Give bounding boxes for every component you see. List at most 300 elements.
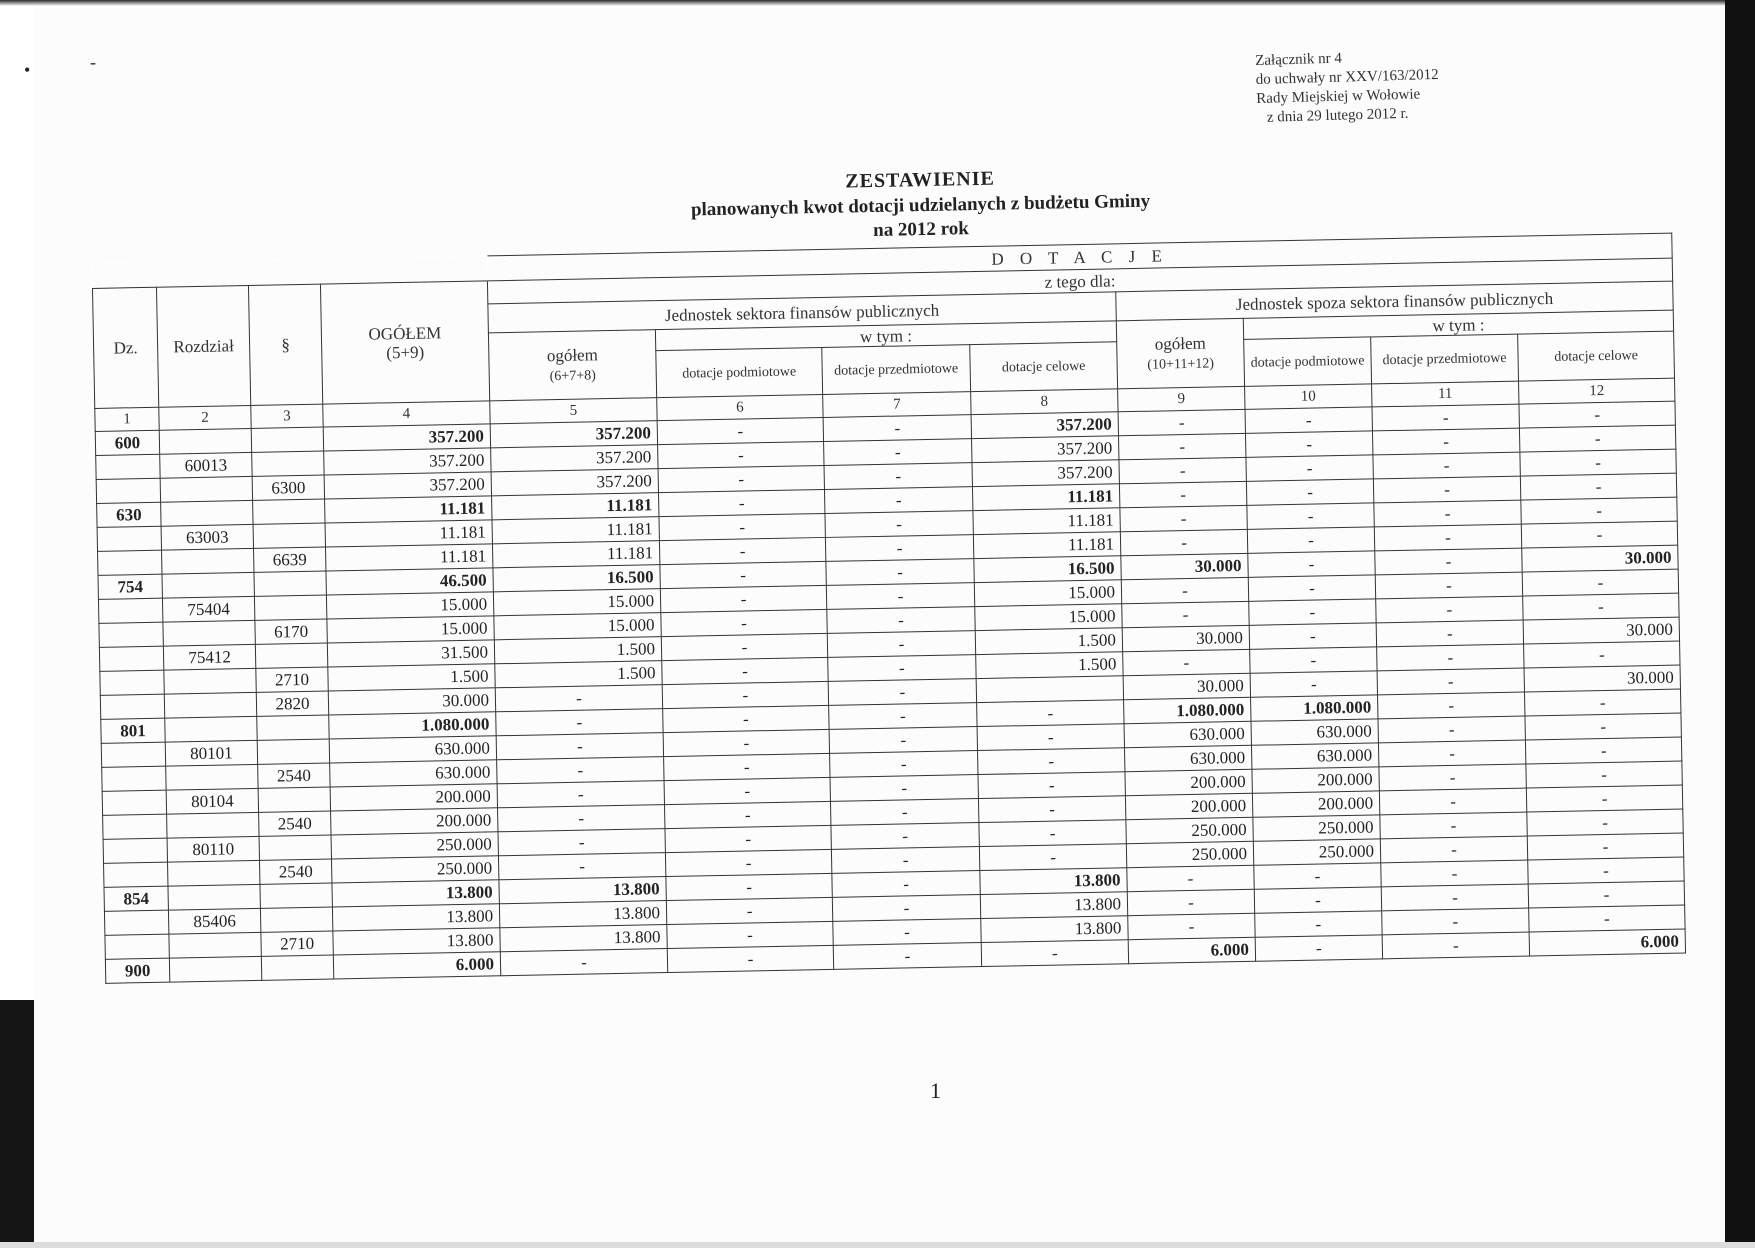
- cell-value: -: [1524, 641, 1681, 668]
- cell-value: 15.000: [975, 604, 1122, 631]
- annex-line: Załącznik nr 4: [1255, 50, 1343, 69]
- cell-value: -: [1119, 481, 1246, 507]
- cell-value: -: [1376, 620, 1523, 647]
- column-number: 2: [159, 405, 251, 430]
- cell-value: -: [662, 681, 828, 708]
- header-ogolem-label: OGÓŁEM: [368, 322, 442, 344]
- cell-value: -: [1246, 479, 1373, 505]
- header-dotacje: D O T A C J E: [487, 233, 1672, 281]
- cell-rozdzial: [164, 668, 256, 694]
- cell-value: -: [496, 709, 663, 736]
- cell-value: 15.000: [493, 589, 660, 616]
- cell-value: -: [665, 825, 831, 852]
- cell-value: -: [1247, 503, 1374, 529]
- header-z-tego: z tego dla:: [487, 258, 1672, 304]
- cell-value: 13.800: [499, 901, 666, 928]
- cell-value: 630.000: [330, 760, 497, 787]
- cell-value: -: [827, 607, 975, 634]
- cell-value: -: [661, 633, 827, 660]
- column-number: 7: [823, 392, 971, 418]
- scan-edge-left: [0, 1000, 34, 1248]
- cell-value: -: [665, 849, 831, 876]
- cell-value: 250.000: [331, 856, 498, 883]
- cell-value: -: [1519, 425, 1676, 452]
- cell-rozdzial: 60013: [160, 452, 252, 478]
- cell-dz: [99, 646, 163, 671]
- cell-value: -: [498, 829, 665, 856]
- header-ogolem-b-label: ogółem: [1154, 333, 1206, 354]
- cell-value: 30.000: [1524, 665, 1681, 692]
- cell-dz: [100, 694, 164, 719]
- cell-value: -: [1380, 812, 1527, 839]
- cell-dz: 900: [105, 958, 169, 983]
- cell-paragraf: 6300: [252, 475, 324, 500]
- cell-rozdzial: [165, 716, 257, 742]
- cell-value: -: [1372, 428, 1519, 455]
- header-ogolem-a-label: ogółem: [546, 344, 599, 365]
- cell-value: -: [978, 796, 1125, 823]
- cell-value: -: [1245, 431, 1372, 457]
- cell-value: -: [1373, 452, 1520, 479]
- cell-value: -: [1527, 809, 1684, 836]
- cell-rozdzial: 75412: [163, 644, 255, 670]
- cell-value: -: [977, 700, 1124, 727]
- cell-value: -: [1527, 833, 1684, 860]
- document-body: [90, 155, 1685, 984]
- cell-value: 1.080.000: [1124, 697, 1251, 723]
- cell-value: 357.200: [972, 460, 1119, 487]
- header-celowe-b: dotacje celowe: [1518, 331, 1675, 381]
- cell-value: -: [1120, 505, 1247, 531]
- cell-value: 357.200: [491, 445, 658, 472]
- cell-paragraf: [257, 739, 329, 764]
- cell-value: -: [1376, 596, 1523, 623]
- cell-dz: [102, 766, 166, 791]
- cell-value: 11.181: [325, 544, 492, 571]
- page-number: 1: [930, 1078, 941, 1103]
- cell-value: -: [979, 820, 1126, 847]
- cell-paragraf: [261, 955, 333, 980]
- cell-value: -: [1520, 449, 1677, 476]
- cell-value: 15.000: [974, 580, 1121, 607]
- cell-paragraf: [260, 883, 332, 908]
- cell-value: -: [825, 511, 973, 538]
- header-ogolem-a-formula: (6+7+8): [549, 367, 596, 384]
- cell-value: 11.181: [972, 484, 1119, 511]
- cell-value: 13.800: [980, 868, 1127, 895]
- cell-value: -: [1250, 647, 1377, 673]
- cell-value: 200.000: [330, 784, 497, 811]
- cell-value: -: [831, 847, 979, 874]
- cell-value: 1.500: [494, 637, 661, 664]
- cell-value: -: [658, 441, 824, 468]
- cell-value: -: [1120, 529, 1247, 555]
- header-ogolem-b-formula: (10+11+12): [1147, 355, 1215, 373]
- cell-paragraf: [255, 643, 327, 668]
- cell-dz: [103, 814, 167, 839]
- column-number: 11: [1372, 381, 1519, 407]
- scan-edge-right: [1725, 0, 1755, 1248]
- cell-value: -: [1378, 740, 1525, 767]
- cell-value: -: [832, 871, 980, 898]
- scan-speck: •: [24, 60, 31, 80]
- cell-value: -: [1379, 788, 1526, 815]
- cell-value: 11.181: [325, 520, 492, 547]
- cell-value: -: [1373, 476, 1520, 503]
- cell-dz: 754: [98, 574, 162, 599]
- cell-value: 11.181: [973, 508, 1120, 535]
- cell-value: 357.200: [491, 469, 658, 496]
- cell-value: -: [828, 655, 976, 682]
- cell-value: -: [830, 799, 978, 826]
- cell-value: -: [660, 561, 826, 588]
- cell-rozdzial: [169, 932, 261, 958]
- cell-value: -: [823, 415, 971, 442]
- column-number: 12: [1519, 378, 1675, 404]
- cell-paragraf: [258, 787, 330, 812]
- cell-value: 630.000: [1124, 721, 1251, 747]
- cell-value: 13.800: [980, 892, 1127, 919]
- cell-dz: [96, 478, 160, 503]
- cell-value: 1.500: [328, 664, 495, 691]
- cell-paragraf: 6170: [255, 619, 327, 644]
- cell-value: -: [1522, 569, 1679, 596]
- header-jspoza: Jednostek spoza sektora finansów publicznych: [1116, 281, 1674, 321]
- cell-paragraf: 2820: [256, 691, 328, 716]
- cell-value: -: [824, 463, 972, 490]
- cell-value: -: [496, 733, 663, 760]
- cell-value: 630.000: [1251, 719, 1378, 745]
- cell-rozdzial: [164, 692, 256, 718]
- cell-value: 30.000: [1523, 617, 1680, 644]
- cell-value: 1.080.000: [329, 712, 496, 739]
- cell-dz: 630: [97, 502, 161, 527]
- cell-dz: [100, 670, 164, 695]
- cell-rozdzial: [166, 764, 258, 790]
- cell-value: -: [662, 657, 828, 684]
- cell-value: -: [498, 805, 665, 832]
- document-title: ZESTAWIENIE: [845, 167, 996, 193]
- cell-value: 30.000: [1522, 545, 1679, 572]
- cell-value: -: [495, 685, 662, 712]
- cell-value: 46.500: [326, 568, 493, 595]
- cell-value: 250.000: [1253, 815, 1380, 841]
- cell-value: -: [1374, 524, 1521, 551]
- cell-value: -: [833, 943, 981, 970]
- cell-value: -: [1247, 527, 1374, 553]
- cell-value: 11.181: [973, 532, 1120, 559]
- cell-value: -: [1519, 401, 1676, 428]
- cell-dz: [105, 934, 169, 959]
- cell-value: -: [664, 753, 830, 780]
- cell-value: -: [1524, 689, 1681, 716]
- cell-value: 13.800: [333, 928, 500, 955]
- cell-value: 15.000: [327, 616, 494, 643]
- header-paragraf: §: [248, 284, 322, 405]
- cell-value: -: [1248, 551, 1375, 577]
- cell-value: 200.000: [1125, 769, 1252, 795]
- cell-value: -: [663, 705, 829, 732]
- header-ogolem-formula: (5+9): [386, 342, 425, 362]
- cell-value: -: [1118, 409, 1245, 435]
- cell-value: 13.800: [500, 925, 667, 952]
- cell-value: 250.000: [1253, 839, 1380, 865]
- annex-note: [1255, 47, 1440, 128]
- cell-value: 630.000: [329, 736, 496, 763]
- cell-rozdzial: [162, 548, 254, 574]
- cell-rozdzial: [167, 812, 259, 838]
- cell-value: -: [1380, 836, 1527, 863]
- cell-value: -: [666, 873, 832, 900]
- cell-dz: 854: [104, 886, 168, 911]
- cell-value: 6.000: [1529, 929, 1686, 956]
- cell-value: -: [666, 897, 832, 924]
- cell-value: -: [828, 679, 976, 706]
- header-celowe-a: dotacje celowe: [970, 342, 1118, 392]
- cell-value: -: [500, 949, 667, 976]
- cell-value: -: [667, 945, 833, 972]
- cell-rozdzial: 85406: [168, 908, 260, 934]
- cell-value: -: [1254, 887, 1381, 913]
- header-ogolem-a: [488, 330, 656, 401]
- header-przedmiotowe-a: dotacje przedmiotowe: [822, 345, 971, 395]
- cell-value: -: [1377, 668, 1524, 695]
- cell-value: -: [1382, 932, 1529, 959]
- cell-value: 15.000: [326, 592, 493, 619]
- cell-value: 15.000: [494, 613, 661, 640]
- cell-value: -: [497, 757, 664, 784]
- cell-value: 11.181: [325, 496, 492, 523]
- cell-value: 1.500: [975, 628, 1122, 655]
- header-ogolem: [320, 281, 489, 404]
- cell-value: -: [1378, 716, 1525, 743]
- cell-value: -: [826, 583, 974, 610]
- cell-rozdzial: [168, 860, 260, 886]
- cell-value: -: [1526, 761, 1683, 788]
- cell-rozdzial: 80110: [167, 836, 259, 862]
- cell-value: -: [1372, 404, 1519, 431]
- cell-value: -: [829, 703, 977, 730]
- cell-value: -: [979, 844, 1126, 871]
- cell-value: -: [1123, 649, 1250, 675]
- cell-paragraf: [251, 427, 323, 452]
- cell-value: -: [1255, 935, 1382, 961]
- annex-line: z dnia 29 lutego 2012 r.: [1266, 105, 1409, 126]
- cell-value: -: [1121, 577, 1248, 603]
- column-number: 9: [1118, 386, 1245, 411]
- cell-value: -: [660, 585, 826, 612]
- cell-paragraf: [259, 835, 331, 860]
- cell-value: 200.000: [1252, 791, 1379, 817]
- cell-value: -: [1375, 548, 1522, 575]
- cell-value: -: [825, 535, 973, 562]
- cell-dz: [99, 622, 163, 647]
- cell-dz: [97, 526, 161, 551]
- header-jsfp: Jednostek sektora finansów publicznych: [488, 292, 1116, 333]
- cell-value: 200.000: [1252, 767, 1379, 793]
- cell-value: -: [1523, 593, 1680, 620]
- cell-value: -: [978, 748, 1125, 775]
- cell-value: -: [827, 631, 975, 658]
- cell-value: 13.800: [499, 877, 666, 904]
- cell-value: -: [832, 895, 980, 922]
- cell-rozdzial: [169, 956, 261, 982]
- cell-value: 357.200: [490, 421, 657, 448]
- column-number: 4: [323, 401, 490, 427]
- cell-value: -: [1379, 764, 1526, 791]
- cell-value: -: [1245, 407, 1372, 433]
- cell-value: -: [659, 489, 825, 516]
- cell-value: 31.500: [327, 640, 494, 667]
- cell-paragraf: 2710: [261, 931, 333, 956]
- column-number: 8: [971, 389, 1118, 415]
- cell-rozdzial: [161, 500, 253, 526]
- header-w-tym-b: w tym :: [1243, 310, 1673, 339]
- cell-value: 30.000: [1122, 625, 1249, 651]
- cell-rozdzial: [163, 620, 255, 646]
- cell-value: -: [1520, 473, 1677, 500]
- scan-speck: -: [90, 52, 96, 72]
- cell-value: -: [1374, 500, 1521, 527]
- cell-value: -: [659, 513, 825, 540]
- cell-value: -: [1382, 908, 1529, 935]
- header-przedmiotowe-b: dotacje przedmiotowe: [1371, 334, 1519, 384]
- cell-value: -: [1248, 575, 1375, 601]
- cell-value: -: [1521, 497, 1678, 524]
- cell-paragraf: [252, 451, 324, 476]
- cell-value: 1.080.000: [1251, 695, 1378, 721]
- cell-value: -: [829, 727, 977, 754]
- cell-dz: [98, 550, 162, 575]
- cell-value: -: [831, 823, 979, 850]
- cell-dz: [102, 790, 166, 815]
- cell-value: -: [658, 465, 824, 492]
- cell-value: -: [1529, 905, 1686, 932]
- cell-value: 200.000: [1125, 793, 1252, 819]
- cell-value: -: [1521, 521, 1678, 548]
- document-subtitle: planowanych kwot dotacji udzielanych z budżetu Gminy: [690, 190, 1151, 221]
- cell-paragraf: [254, 595, 326, 620]
- cell-paragraf: 2710: [256, 667, 328, 692]
- cell-value: -: [824, 487, 972, 514]
- cell-value: 1.500: [976, 652, 1123, 679]
- column-number: 3: [251, 404, 323, 428]
- cell-value: 630.000: [1251, 743, 1378, 769]
- cell-value: -: [1381, 884, 1528, 911]
- cell-paragraf: 2540: [259, 811, 331, 836]
- cell-value: 250.000: [1126, 817, 1253, 843]
- cell-value: 1.500: [495, 661, 662, 688]
- cell-value: -: [1525, 713, 1682, 740]
- cell-dz: [96, 454, 160, 479]
- document-year: na 2012 rok: [872, 218, 970, 241]
- table-body: [95, 401, 1685, 983]
- cell-value: -: [978, 772, 1125, 799]
- cell-value: -: [833, 919, 981, 946]
- cell-value: 6.000: [1128, 937, 1255, 963]
- cell-value: [976, 676, 1123, 703]
- cell-value: 11.181: [492, 517, 659, 544]
- cell-rozdzial: 63003: [161, 524, 253, 550]
- header-w-tym-a: w tym :: [655, 321, 1116, 351]
- column-number: 1: [95, 407, 159, 431]
- cell-value: -: [826, 559, 974, 586]
- header-ogolem-b: [1116, 318, 1244, 388]
- cell-value: -: [1254, 863, 1381, 889]
- cell-dz: [98, 598, 162, 623]
- cell-value: -: [1119, 457, 1246, 483]
- column-number: 6: [657, 394, 823, 420]
- cell-value: -: [1378, 692, 1525, 719]
- cell-value: -: [981, 940, 1128, 967]
- cell-dz: [104, 862, 168, 887]
- cell-value: -: [663, 729, 829, 756]
- cell-value: 6.000: [333, 952, 500, 979]
- cell-value: -: [659, 537, 825, 564]
- cell-value: 357.200: [324, 472, 491, 499]
- cell-value: 30.000: [1121, 553, 1248, 579]
- cell-value: 13.800: [332, 904, 499, 931]
- scan-edge-bottom: [0, 1242, 1755, 1248]
- cell-value: -: [1375, 572, 1522, 599]
- cell-value: -: [1128, 913, 1255, 939]
- cell-value: 13.800: [332, 880, 499, 907]
- cell-value: -: [1246, 455, 1373, 481]
- cell-value: -: [661, 609, 827, 636]
- cell-value: -: [1377, 644, 1524, 671]
- cell-value: -: [830, 751, 978, 778]
- cell-value: -: [1526, 785, 1683, 812]
- cell-value: -: [1119, 433, 1246, 459]
- cell-dz: [103, 838, 167, 863]
- header-rozdzial: Rozdział: [156, 285, 250, 407]
- cell-value: -: [497, 781, 664, 808]
- cell-dz: [104, 910, 168, 935]
- cell-value: 30.000: [1123, 673, 1250, 699]
- cell-value: -: [1127, 889, 1254, 915]
- cell-value: -: [1528, 881, 1685, 908]
- cell-value: -: [977, 724, 1124, 751]
- cell-value: -: [1528, 857, 1685, 884]
- cell-rozdzial: 80101: [165, 740, 257, 766]
- cell-value: -: [1381, 860, 1528, 887]
- cell-value: -: [1255, 911, 1382, 937]
- annex-line: do uchwały nr XXV/163/2012: [1255, 66, 1439, 88]
- cell-value: -: [830, 775, 978, 802]
- header-podmiotowe-a: dotacje podmiotowe: [656, 347, 823, 397]
- cell-value: 250.000: [1126, 841, 1253, 867]
- cell-rozdzial: 75404: [162, 596, 254, 622]
- cell-paragraf: [253, 499, 325, 524]
- cell-paragraf: [260, 907, 332, 932]
- cell-paragraf: [254, 571, 326, 596]
- cell-value: -: [664, 777, 830, 804]
- cell-value: 357.200: [972, 436, 1119, 463]
- cell-paragraf: 2540: [259, 859, 331, 884]
- cell-rozdzial: [162, 572, 254, 598]
- cell-value: 16.500: [493, 565, 660, 592]
- cell-rozdzial: 80104: [166, 788, 258, 814]
- cell-value: -: [667, 921, 833, 948]
- cell-value: 357.200: [323, 424, 490, 451]
- cell-value: 630.000: [1124, 745, 1251, 771]
- cell-paragraf: 6639: [254, 547, 326, 572]
- cell-value: -: [657, 417, 823, 444]
- cell-paragraf: 2540: [258, 763, 330, 788]
- cell-dz: 600: [95, 430, 159, 455]
- cell-rozdzial: [159, 428, 251, 454]
- cell-value: -: [665, 801, 831, 828]
